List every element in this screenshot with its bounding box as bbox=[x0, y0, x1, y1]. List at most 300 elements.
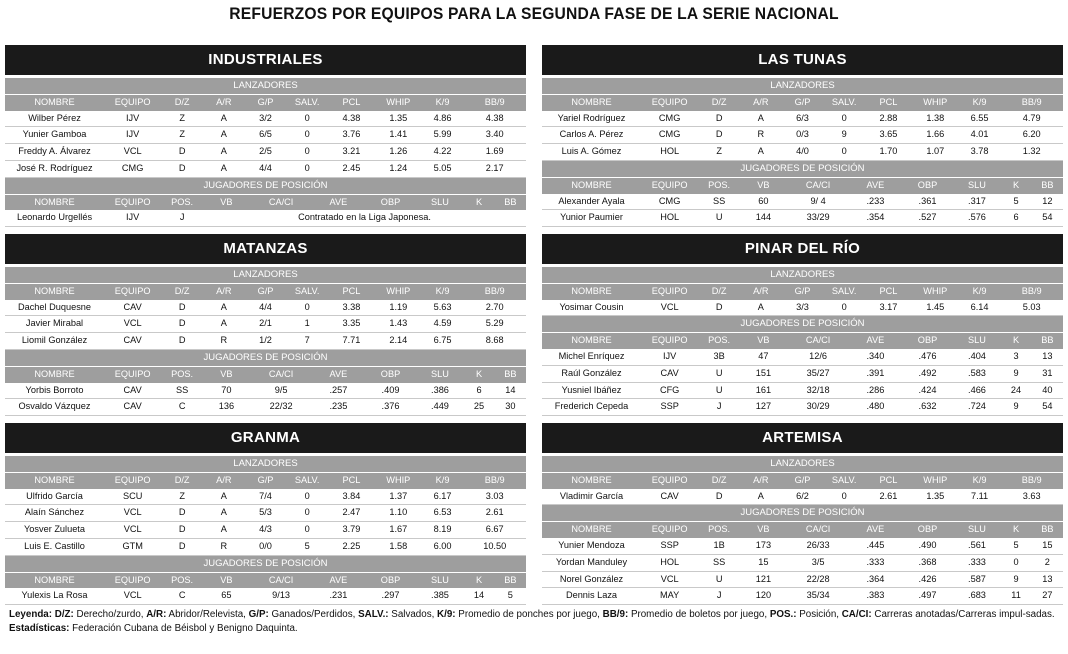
section-label-row bbox=[542, 456, 1063, 472]
table-cell: 1.45 bbox=[912, 300, 959, 316]
table-cell: U bbox=[698, 365, 740, 382]
table-cell: 4/0 bbox=[782, 144, 824, 161]
table-cell: 22/32 bbox=[250, 399, 313, 416]
pitchers-table bbox=[5, 456, 526, 556]
table-cell: Yosimar Cousin bbox=[542, 300, 641, 316]
column-header: VB bbox=[203, 366, 250, 382]
table-cell: J bbox=[698, 588, 740, 605]
table-cell: CMG bbox=[641, 194, 698, 210]
table-cell: .583 bbox=[954, 365, 1001, 382]
column-header: SLU bbox=[417, 572, 464, 588]
table-cell: 1.66 bbox=[912, 127, 959, 144]
column-header: SLU bbox=[954, 177, 1001, 193]
team-header: ARTEMISA bbox=[542, 423, 1063, 453]
column-header: OBP bbox=[901, 177, 953, 193]
table-row bbox=[542, 194, 1063, 210]
table-cell: 4/4 bbox=[245, 300, 287, 316]
table-cell: D bbox=[161, 144, 203, 161]
column-header: NOMBRE bbox=[542, 283, 641, 299]
table-cell: .386 bbox=[417, 383, 464, 399]
table-cell: 2.70 bbox=[463, 300, 526, 316]
header-row bbox=[542, 177, 1063, 193]
table-cell: 0 bbox=[286, 127, 328, 144]
column-header: K bbox=[1000, 333, 1031, 349]
table-cell: A bbox=[203, 522, 245, 539]
column-header: WHIP bbox=[912, 283, 959, 299]
table-cell: 5.99 bbox=[422, 127, 464, 144]
table-cell: J bbox=[698, 399, 740, 416]
column-header: OBP bbox=[364, 194, 416, 210]
batters-table bbox=[5, 556, 526, 605]
legend-value: Ganados/Perdidos, bbox=[268, 609, 359, 620]
team-header: PINAR DEL RÍO bbox=[542, 234, 1063, 264]
table-cell: .368 bbox=[901, 554, 953, 571]
table-cell: 0 bbox=[286, 111, 328, 127]
table-cell: 3/2 bbox=[245, 111, 287, 127]
table-cell: Liomil González bbox=[5, 333, 104, 350]
table-cell: A bbox=[740, 489, 782, 505]
table-cell: 6/3 bbox=[782, 111, 824, 127]
column-header: EQUIPO bbox=[104, 366, 161, 382]
section-label-batters: JUGADORES DE POSICIÓN bbox=[5, 350, 526, 366]
section-label-row bbox=[5, 178, 526, 194]
table-cell: 3.40 bbox=[463, 127, 526, 144]
table-cell: D bbox=[161, 300, 203, 316]
table-cell: .426 bbox=[901, 571, 953, 588]
column-header: PCL bbox=[865, 472, 912, 488]
legend-key: SALV.: bbox=[358, 609, 389, 620]
column-header: EQUIPO bbox=[104, 194, 161, 210]
table-cell: .404 bbox=[954, 349, 1001, 365]
section-label-pitchers: LANZADORES bbox=[5, 267, 526, 283]
table-cell: Carlos A. Pérez bbox=[542, 127, 641, 144]
table-row bbox=[5, 111, 526, 127]
table-cell: 9/ 4 bbox=[787, 194, 850, 210]
table-cell: 3.76 bbox=[328, 127, 375, 144]
table-cell: 1.41 bbox=[375, 127, 422, 144]
column-header: K bbox=[463, 194, 494, 210]
table-cell: D bbox=[698, 300, 740, 316]
header-row bbox=[5, 366, 526, 382]
legend-key: D/Z: bbox=[54, 609, 74, 620]
column-header: PCL bbox=[865, 283, 912, 299]
table-cell: Yordan Manduley bbox=[542, 554, 641, 571]
table-cell: .492 bbox=[901, 365, 953, 382]
legend-key: CA/CI: bbox=[841, 609, 872, 620]
table-row bbox=[542, 349, 1063, 365]
stats-text: Federación Cubana de Béisbol y Benigno Daquinta. bbox=[69, 623, 298, 634]
column-header: G/P bbox=[245, 283, 287, 299]
legend-key: A/R: bbox=[146, 609, 167, 620]
table-cell: .683 bbox=[954, 588, 1001, 605]
table-row bbox=[542, 399, 1063, 416]
table-cell: 3.03 bbox=[463, 489, 526, 505]
table-cell: 1.07 bbox=[912, 144, 959, 161]
table-row bbox=[5, 127, 526, 144]
table-cell: CAV bbox=[104, 333, 161, 350]
header-row bbox=[5, 194, 526, 210]
table-cell: 2 bbox=[1032, 554, 1063, 571]
table-cell: U bbox=[698, 571, 740, 588]
column-header: VB bbox=[740, 522, 787, 538]
table-cell: 6/5 bbox=[245, 127, 287, 144]
column-header: K bbox=[1000, 522, 1031, 538]
table-cell: Michel Enríquez bbox=[542, 349, 641, 365]
table-cell: 3.65 bbox=[865, 127, 912, 144]
column-header: BB bbox=[1032, 522, 1063, 538]
table-cell: VCL bbox=[641, 571, 698, 588]
table-cell: .340 bbox=[849, 349, 901, 365]
table-cell: 3.84 bbox=[328, 489, 375, 505]
table-cell: Luis A. Gómez bbox=[542, 144, 641, 161]
table-cell: 3.17 bbox=[865, 300, 912, 316]
section-label-batters: JUGADORES DE POSICIÓN bbox=[542, 161, 1063, 177]
column-header: D/Z bbox=[698, 94, 740, 110]
table-cell: 2.14 bbox=[375, 333, 422, 350]
table-cell: Z bbox=[698, 144, 740, 161]
table-cell: 12 bbox=[1032, 194, 1063, 210]
legend-value: Derecho/zurdo, bbox=[73, 609, 147, 620]
table-cell: .333 bbox=[954, 554, 1001, 571]
column-header: NOMBRE bbox=[542, 177, 641, 193]
table-cell: 33/29 bbox=[787, 210, 850, 227]
team-matanzas bbox=[5, 234, 526, 416]
table-cell: 8.68 bbox=[463, 333, 526, 350]
column-header: PCL bbox=[328, 283, 375, 299]
batters-table bbox=[5, 350, 526, 416]
table-cell: 1B bbox=[698, 538, 740, 554]
table-cell: 7/4 bbox=[245, 489, 287, 505]
column-header: SLU bbox=[954, 522, 1001, 538]
table-cell: 1.43 bbox=[375, 316, 422, 333]
pitchers-table bbox=[542, 78, 1063, 161]
column-header: G/P bbox=[782, 283, 824, 299]
team-las-tunas bbox=[542, 45, 1063, 227]
table-cell: SS bbox=[698, 554, 740, 571]
header-row bbox=[542, 94, 1063, 110]
table-row bbox=[5, 300, 526, 316]
table-cell: 0 bbox=[823, 144, 865, 161]
section-label-pitchers: LANZADORES bbox=[542, 456, 1063, 472]
table-cell: U bbox=[698, 210, 740, 227]
table-row bbox=[542, 588, 1063, 605]
table-cell: D bbox=[161, 333, 203, 350]
table-cell: IJV bbox=[641, 349, 698, 365]
table-row bbox=[542, 365, 1063, 382]
table-cell: 40 bbox=[1032, 382, 1063, 399]
header-row bbox=[542, 283, 1063, 299]
section-label-pitchers: LANZADORES bbox=[542, 267, 1063, 283]
table-cell: .561 bbox=[954, 538, 1001, 554]
table-cell: Dachel Duquesne bbox=[5, 300, 104, 316]
table-cell: 3.78 bbox=[959, 144, 1001, 161]
table-cell: A bbox=[740, 300, 782, 316]
table-cell: .409 bbox=[364, 383, 416, 399]
column-header: CA/CI bbox=[787, 522, 850, 538]
table-cell: 173 bbox=[740, 538, 787, 554]
table-cell: SSP bbox=[641, 399, 698, 416]
table-cell: SCU bbox=[104, 489, 161, 505]
table-row bbox=[5, 144, 526, 161]
table-cell: 30/29 bbox=[787, 399, 850, 416]
column-header: BB bbox=[495, 572, 526, 588]
table-cell: Yunier Mendoza bbox=[542, 538, 641, 554]
table-cell: 5 bbox=[286, 538, 328, 555]
table-cell: 2.61 bbox=[865, 489, 912, 505]
column-header: POS. bbox=[698, 522, 740, 538]
table-cell: 31 bbox=[1032, 365, 1063, 382]
section-label-pitchers: LANZADORES bbox=[542, 78, 1063, 94]
column-header: CA/CI bbox=[250, 194, 313, 210]
header-row bbox=[542, 522, 1063, 538]
table-cell: 0 bbox=[823, 300, 865, 316]
table-cell: 3.63 bbox=[1000, 489, 1063, 505]
table-cell: .391 bbox=[849, 365, 901, 382]
table-cell: C bbox=[161, 399, 203, 416]
legend-key: BB/9: bbox=[602, 609, 629, 620]
table-cell: CMG bbox=[104, 160, 161, 177]
table-cell: 4.01 bbox=[959, 127, 1001, 144]
table-cell: A bbox=[203, 160, 245, 177]
table-cell: 15 bbox=[1032, 538, 1063, 554]
table-cell: Alexander Ayala bbox=[542, 194, 641, 210]
pitchers-table bbox=[542, 456, 1063, 505]
table-cell: 27 bbox=[1032, 588, 1063, 605]
table-cell: 14 bbox=[463, 588, 494, 604]
table-cell: 5 bbox=[1000, 538, 1031, 554]
table-cell: D bbox=[698, 127, 740, 144]
table-cell: 1.24 bbox=[375, 160, 422, 177]
table-cell: .724 bbox=[954, 399, 1001, 416]
table-cell: 1.70 bbox=[865, 144, 912, 161]
column-header: K bbox=[463, 572, 494, 588]
column-header: AVE bbox=[849, 522, 901, 538]
table-cell: 3/5 bbox=[787, 554, 850, 571]
column-header: SLU bbox=[417, 366, 464, 382]
table-row bbox=[542, 489, 1063, 505]
section-label-row bbox=[542, 78, 1063, 94]
table-cell: SS bbox=[698, 194, 740, 210]
table-cell: 1 bbox=[286, 316, 328, 333]
column-header: BB bbox=[495, 194, 526, 210]
table-cell: 12/6 bbox=[787, 349, 850, 365]
header-row bbox=[5, 94, 526, 110]
table-cell: 25 bbox=[463, 399, 494, 416]
legend-value: Salvados, bbox=[388, 609, 438, 620]
section-label-row bbox=[542, 505, 1063, 521]
column-header: POS. bbox=[161, 194, 203, 210]
table-cell: Leonardo Urgellés bbox=[5, 210, 104, 226]
header-row bbox=[542, 472, 1063, 488]
table-cell: 0 bbox=[286, 522, 328, 539]
table-cell: A bbox=[203, 127, 245, 144]
column-header: SALV. bbox=[823, 472, 865, 488]
table-row bbox=[5, 210, 526, 226]
table-row bbox=[542, 127, 1063, 144]
table-cell: 121 bbox=[740, 571, 787, 588]
table-cell: SSP bbox=[641, 538, 698, 554]
batters-table bbox=[542, 161, 1063, 227]
table-cell: 3/3 bbox=[782, 300, 824, 316]
table-cell: HOL bbox=[641, 554, 698, 571]
column-header: VB bbox=[740, 177, 787, 193]
table-cell: GTM bbox=[104, 538, 161, 555]
table-cell: 4/3 bbox=[245, 522, 287, 539]
table-cell: 4.59 bbox=[422, 316, 464, 333]
pitchers-table bbox=[5, 267, 526, 350]
table-cell: 5 bbox=[1000, 194, 1031, 210]
table-cell: 136 bbox=[203, 399, 250, 416]
table-cell: 4.86 bbox=[422, 111, 464, 127]
table-cell: 54 bbox=[1032, 210, 1063, 227]
table-cell: 35/27 bbox=[787, 365, 850, 382]
table-cell: Raúl González bbox=[542, 365, 641, 382]
legend-key: G/P: bbox=[248, 609, 269, 620]
column-header: WHIP bbox=[375, 472, 422, 488]
table-cell: A bbox=[203, 505, 245, 522]
table-cell: D bbox=[161, 538, 203, 555]
column-header: EQUIPO bbox=[104, 572, 161, 588]
column-header: BB bbox=[1032, 177, 1063, 193]
legend-label: Leyenda: bbox=[9, 609, 53, 620]
column-header: PCL bbox=[865, 94, 912, 110]
column-header: BB/9 bbox=[1000, 283, 1063, 299]
column-header: AVE bbox=[849, 333, 901, 349]
table-cell: 7.71 bbox=[328, 333, 375, 350]
column-header: G/P bbox=[245, 472, 287, 488]
table-cell: .385 bbox=[417, 588, 464, 604]
team-header: INDUSTRIALES bbox=[5, 45, 526, 75]
table-cell: .480 bbox=[849, 399, 901, 416]
table-cell: Yariel Rodríguez bbox=[542, 111, 641, 127]
column-header: NOMBRE bbox=[542, 522, 641, 538]
table-cell: Wilber Pérez bbox=[5, 111, 104, 127]
table-cell: 9 bbox=[1000, 571, 1031, 588]
table-cell: 0 bbox=[286, 505, 328, 522]
column-header: NOMBRE bbox=[5, 194, 104, 210]
table-cell: Frederich Cepeda bbox=[542, 399, 641, 416]
column-header: BB/9 bbox=[463, 283, 526, 299]
table-cell: 144 bbox=[740, 210, 787, 227]
section-label-pitchers: LANZADORES bbox=[5, 456, 526, 472]
table-row bbox=[5, 333, 526, 350]
column-header: EQUIPO bbox=[641, 333, 698, 349]
team-artemisa bbox=[542, 423, 1063, 605]
column-header: VB bbox=[203, 194, 250, 210]
table-cell: Yunier Gamboa bbox=[5, 127, 104, 144]
table-cell: 54 bbox=[1032, 399, 1063, 416]
table-cell: 6 bbox=[1000, 210, 1031, 227]
table-cell: Yosver Zulueta bbox=[5, 522, 104, 539]
table-cell: 8.19 bbox=[422, 522, 464, 539]
stats-label: Estadísticas: bbox=[9, 623, 70, 634]
table-cell: CMG bbox=[641, 127, 698, 144]
table-cell: 1.58 bbox=[375, 538, 422, 555]
section-label-row bbox=[5, 556, 526, 572]
column-header: NOMBRE bbox=[5, 366, 104, 382]
header-row bbox=[542, 333, 1063, 349]
column-header: BB bbox=[1032, 333, 1063, 349]
table-row bbox=[5, 489, 526, 505]
column-header: OBP bbox=[364, 572, 416, 588]
table-cell: CAV bbox=[641, 365, 698, 382]
table-cell: Z bbox=[161, 127, 203, 144]
table-cell: .257 bbox=[312, 383, 364, 399]
section-label-batters: JUGADORES DE POSICIÓN bbox=[542, 316, 1063, 332]
table-cell: 1.10 bbox=[375, 505, 422, 522]
table-cell: 4.38 bbox=[328, 111, 375, 127]
team-header: MATANZAS bbox=[5, 234, 526, 264]
column-header: K/9 bbox=[422, 283, 464, 299]
table-cell: VCL bbox=[104, 316, 161, 333]
table-cell: 0 bbox=[286, 489, 328, 505]
table-cell: VCL bbox=[104, 522, 161, 539]
column-header: EQUIPO bbox=[641, 522, 698, 538]
header-row bbox=[5, 283, 526, 299]
legend-value: Promedio de boletos por juego, bbox=[628, 609, 770, 620]
section-label-row bbox=[5, 267, 526, 283]
table-cell: 1.35 bbox=[912, 489, 959, 505]
table-cell: 6.67 bbox=[463, 522, 526, 539]
table-cell: 9 bbox=[1000, 365, 1031, 382]
column-header: AVE bbox=[312, 366, 364, 382]
table-cell: D bbox=[698, 111, 740, 127]
table-cell: 10.50 bbox=[463, 538, 526, 555]
table-cell: Osvaldo Vázquez bbox=[5, 399, 104, 416]
table-cell: D bbox=[698, 489, 740, 505]
table-cell: .317 bbox=[954, 194, 1001, 210]
column-header: K/9 bbox=[959, 283, 1001, 299]
table-cell: A bbox=[203, 316, 245, 333]
column-header: G/P bbox=[245, 94, 287, 110]
team-pinar-del-rio bbox=[542, 234, 1063, 416]
table-cell: IJV bbox=[104, 210, 161, 226]
table-cell: .527 bbox=[901, 210, 953, 227]
column-header: EQUIPO bbox=[104, 472, 161, 488]
table-cell: Yulexis La Rosa bbox=[5, 588, 104, 604]
table-cell: R bbox=[740, 127, 782, 144]
table-cell: 6.55 bbox=[959, 111, 1001, 127]
column-header: WHIP bbox=[375, 283, 422, 299]
legend-value: Carreras anotadas/Carreras impul-sadas. bbox=[871, 609, 1055, 620]
table-cell: U bbox=[698, 382, 740, 399]
batters-table bbox=[542, 505, 1063, 605]
header-row bbox=[5, 572, 526, 588]
table-cell: 6.14 bbox=[959, 300, 1001, 316]
table-cell: Norel González bbox=[542, 571, 641, 588]
table-cell: 1.35 bbox=[375, 111, 422, 127]
column-header: SALV. bbox=[286, 94, 328, 110]
table-row bbox=[5, 505, 526, 522]
table-cell: 5.29 bbox=[463, 316, 526, 333]
column-header: POS. bbox=[161, 366, 203, 382]
table-cell: 2/5 bbox=[245, 144, 287, 161]
legend-value: Posición, bbox=[796, 609, 842, 620]
table-cell: 11 bbox=[1000, 588, 1031, 605]
column-header: NOMBRE bbox=[542, 333, 641, 349]
table-cell: 127 bbox=[740, 399, 787, 416]
table-cell: 7 bbox=[286, 333, 328, 350]
table-cell: 0 bbox=[286, 300, 328, 316]
batters-table bbox=[542, 316, 1063, 416]
table-cell: .231 bbox=[312, 588, 364, 604]
table-cell: 161 bbox=[740, 382, 787, 399]
table-cell: HOL bbox=[641, 210, 698, 227]
column-header: CA/CI bbox=[250, 366, 313, 382]
table-cell: CAV bbox=[104, 383, 161, 399]
table-cell: 26/33 bbox=[787, 538, 850, 554]
table-cell: D bbox=[161, 505, 203, 522]
